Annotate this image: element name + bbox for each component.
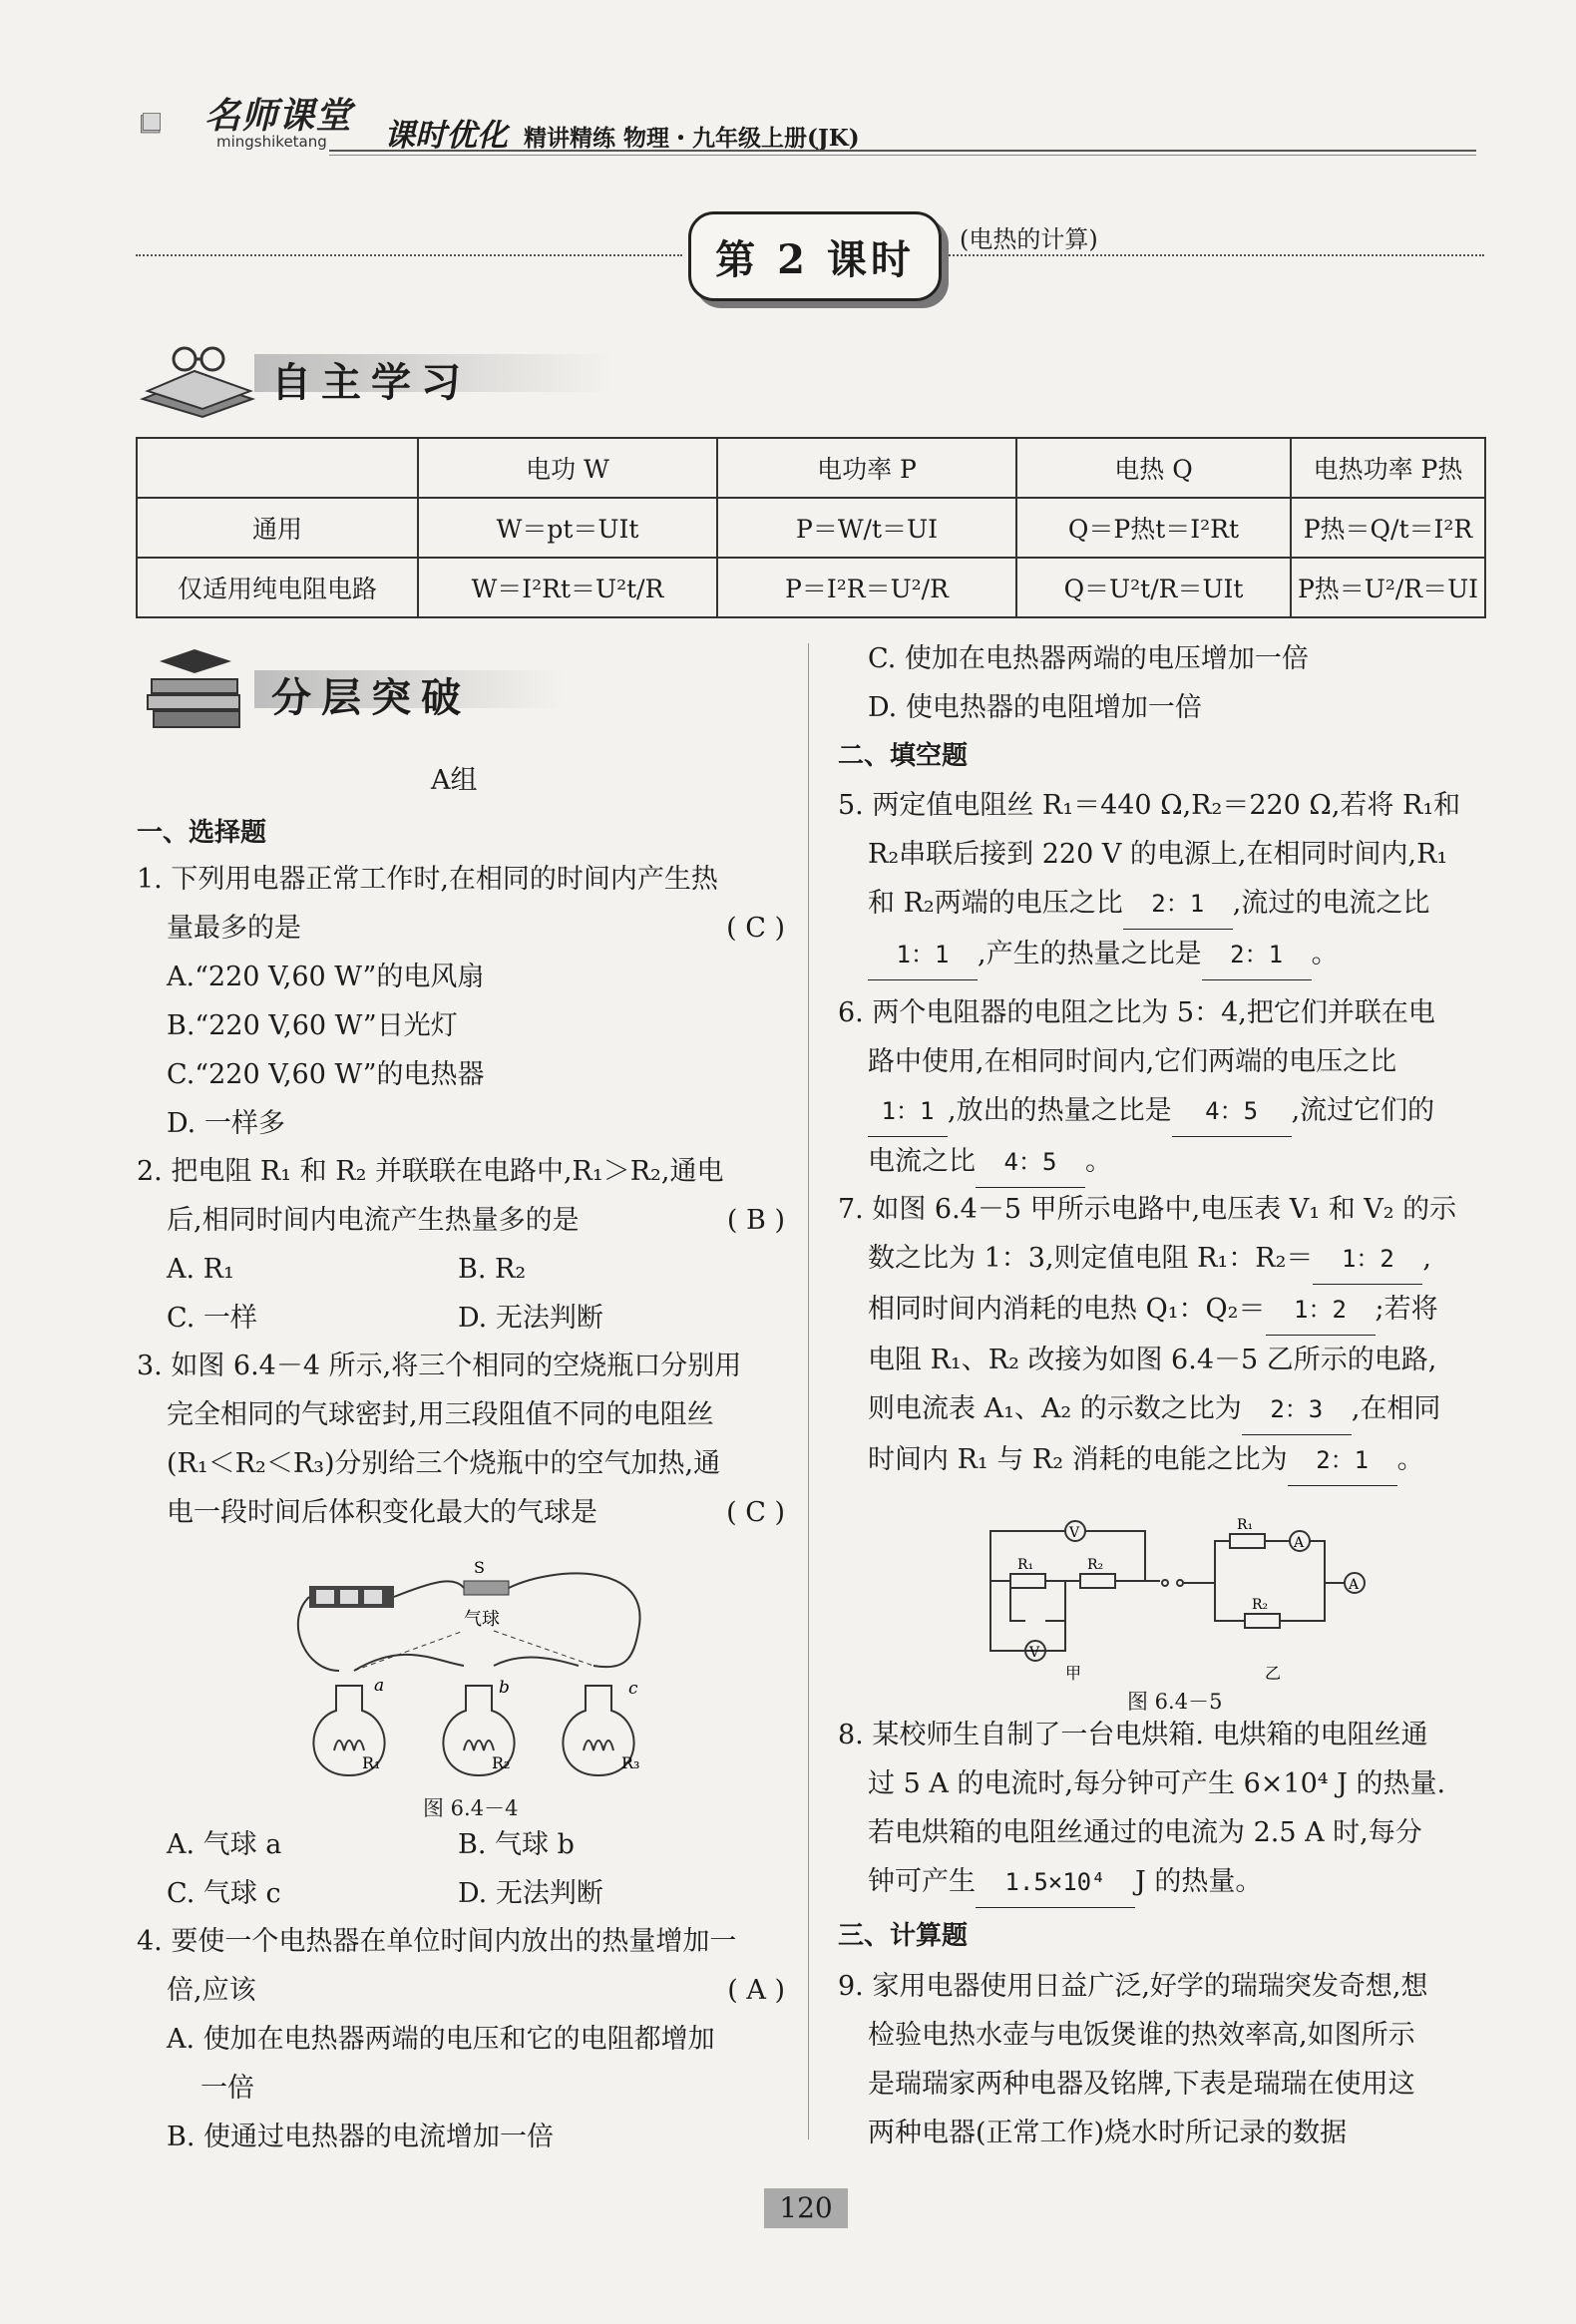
answer-blank: 2：1 [1123,880,1233,930]
answer-blank: 2：3 [1242,1385,1352,1435]
header-rule-thin [329,155,1476,156]
table-cell: W＝pt＝UIt [418,498,717,558]
question-3: 3. 如图 6.4－4 所示,将三个相同的空烧瓶口分别用 完全相同的气球密封,用三段阻值不同的电阻丝 (R₁＜R₂＜R₃)分别给三个烧瓶中的空气加热,通 电一段时间后体积变化最大的气球是 ( C ) [137,1351,785,1528]
answer-blank: 1：2 [1313,1235,1422,1285]
table-row [137,558,1485,617]
book-glasses-icon [133,329,262,419]
r2-label: R₂ [1087,1557,1104,1573]
table-cell: Q＝U²t/R＝UIt [1016,558,1291,617]
answer-blank: 4：5 [976,1138,1085,1188]
table-cell: 电功 W [418,438,717,498]
switch-label: S [474,1558,485,1577]
question-4-continued: C. 使加在电热器两端的电压增加一倍 D. 使电热器的电阻增加一倍 [868,643,1309,723]
books-logo-icon [140,88,209,156]
balloon-a-label: a [374,1676,385,1696]
column-divider [808,643,809,2139]
switch [464,1581,509,1595]
r3-label: R₃ [621,1753,640,1772]
book-stack-icon [140,643,249,733]
header-rule [329,150,1476,152]
table-header-row [137,438,1485,498]
balloon-label: 气球 [464,1609,500,1630]
balloon-c-label: c [628,1679,638,1699]
page-number: 120 [764,2188,848,2228]
voltmeter-label: V [1069,1525,1080,1541]
balloon-b-label: b [499,1678,510,1698]
table-cell: W＝I²Rt＝U²t/R [418,558,717,617]
resistor-r2-jia [1080,1574,1115,1588]
table-cell: 电热功率 P热 [1291,438,1485,498]
answer-blank: 2：1 [1288,1436,1397,1486]
heading-calc: 三、计算题 [838,1921,969,1951]
figure-6-4-5 [985,1511,1384,1681]
lesson-note: (电热的计算) [960,225,1098,253]
question-1: 1. 下列用电器正常工作时,在相同的时间内产生热 量最多的是 ( C ) A.“220 V,60 W”的电风扇 B.“220 V,60 W”日光灯 C.“220 V,60 W”的电热器 D. 一样多 [137,864,785,1139]
question-3-options: A. 气球 a B. 气球 b C. 气球 c D. 无法判断 [167,1829,603,1909]
ammeter-label: A [1349,1577,1360,1593]
figure-jia-label: 甲 [1065,1664,1082,1681]
question-6: 6. 两个电阻器的电阻之比为 5：4,把它们并联在电 路中使用,在相同时间内,它们两端的电压之比 1：1 ,放出的热量之比是 4：5 ,流过它们的 电流之比 4：5 。 [838,988,1486,1188]
table-cell: P热＝U²/R＝UI [1291,558,1485,617]
answer-blank: 4：5 [1172,1087,1292,1137]
answer-blank: 1.5×10⁴ [976,1858,1135,1908]
table-cell: P＝I²R＝U²/R [717,558,1016,617]
formula-table [136,437,1486,618]
figure-yi-label: 乙 [1265,1664,1282,1681]
question-5: 5. 两定值电阻丝 R₁＝440 Ω,R₂＝220 Ω,若将 R₁和 R₂串联后接到 220 V 的电源上,在相同时间内,R₁ 和 R₂两端的电压之比 2：1 ,流过的电流之比 1：1 ,产生的热量之比是 2：1 。 [838,781,1486,980]
question-8: 8. 某校师生自制了一台电烘箱. 电烘箱的电阻丝通 过 5 A 的电流时,每分钟可产生 6×10⁴ J 的热量. 若电烘箱的电阻丝通过的电流为 2.5 A 时,每分 钟可产生 1.5×10⁴ J 的热量。 [838,1711,1486,1908]
section-title-layered: 分层突破 [271,675,471,721]
series-title: 课时优化 [384,118,508,154]
header-subtitle: 精讲精练 物理・九年级上册(JK) [524,125,860,152]
r1-label: R₁ [362,1753,381,1772]
question-7: 7. 如图 6.4－5 甲所示电路中,电压表 V₁ 和 V₂ 的示 数之比为 1：3,则定值电阻 R₁：R₂＝ 1：2 , 相同时间内消耗的电热 Q₁：Q₂＝ 1：2 ;若将 电阻 R₁、R₂ 改接为如图 6.4－5 乙所示的电路, 则电流表 A₁、A₂ 的示数之比为 2：3 ,在相同 时间内 R₁ 与 R₂ 消耗的电能之比为 2：1 。 [838,1185,1486,1486]
brand-title: 名师课堂 [204,96,353,137]
answer-blank: 1：1 [868,1087,948,1137]
resistor-r1-jia [1010,1574,1045,1588]
r2-label: R₂ [492,1753,511,1772]
resistor-r2-yi [1245,1614,1280,1628]
figure-6-4-4-caption: 图 6.4－4 [423,1796,519,1820]
table-cell: 通用 [137,498,418,558]
table-cell: 电热 Q [1016,438,1291,498]
answer-blank: 1：2 [1266,1286,1376,1336]
group-label: A组 [431,765,478,796]
voltmeter-label: V [1029,1645,1040,1661]
ammeter-label: A [1294,1535,1305,1551]
table-cell: Q＝P热t＝I²Rt [1016,498,1291,558]
r1-label: R₁ [1017,1557,1034,1573]
r2-label: R₂ [1252,1597,1269,1613]
table-cell: P＝W/t＝UI [717,498,1016,558]
brand-pinyin: mingshiketang [216,133,327,151]
dotted-divider-left [136,254,682,256]
dotted-divider-right [946,254,1484,256]
section-title-self-study: 自主学习 [271,360,471,406]
resistor-r1-yi [1230,1534,1265,1548]
heading-choice: 一、选择题 [137,818,267,848]
question-2: 2. 把电阻 R₁ 和 R₂ 并联联在电路中,R₁＞R₂,通电 后,相同时间内电流产生热量多的是 ( B ) A. R₁ B. R₂ C. 一样 D. 无法判断 [137,1156,785,1334]
figure-6-4-4 [294,1541,663,1790]
answer-blank: 1：1 [868,931,978,980]
question-4: 4. 要使一个电热器在单位时间内放出的热量增加一 倍,应该 ( A ) A. 使加在电热器两端的电压和它的电阻都增加 一倍 B. 使通过电热器的电流增加一倍 [137,1926,785,2152]
figure-6-4-5-caption: 图 6.4－5 [1127,1690,1223,1714]
r1-label: R₁ [1237,1517,1254,1533]
table-cell: P热＝Q/t＝I²R [1291,498,1485,558]
table-row [137,498,1485,558]
table-cell [137,438,418,498]
table-cell: 电功率 P [717,438,1016,498]
question-9: 9. 家用电器使用日益广泛,好学的瑞瑞突发奇想,想 检验电热水壶与电饭煲谁的热效率高,如图所示 是瑞瑞家两种电器及铭牌,下表是瑞瑞在使用这 两种电器(正常工作)烧水时所记录的数据 [838,1971,1428,2148]
heading-fill: 二、填空题 [838,741,969,771]
lesson-title: 第 2 课时 [688,211,942,301]
table-cell: 仅适用纯电阻电路 [137,558,418,617]
answer-blank: 2：1 [1202,931,1312,980]
